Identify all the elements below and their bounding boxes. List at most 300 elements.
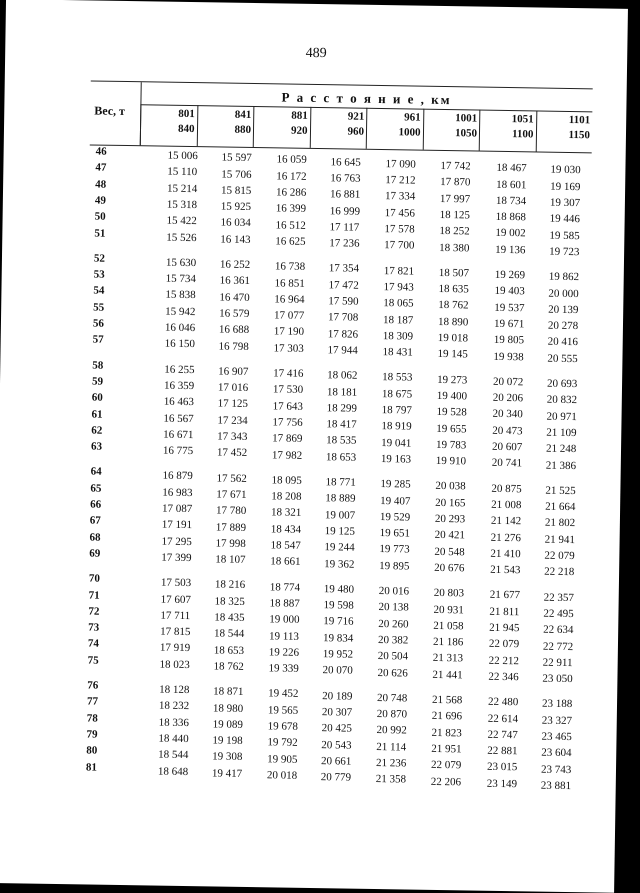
column-header-from: 801 [178,107,195,121]
table-cell: 21 236 [375,757,407,770]
table-cell: 18 440 [158,732,189,745]
table-cell: 21 186 [432,635,464,649]
table-cell: 17 077 [274,309,305,322]
table-cell: 19 407 [380,494,411,508]
table-cell: 17 303 [273,342,304,355]
table-cell: 19 002 [495,227,526,240]
weight-cell: 59 [91,375,104,388]
column-header-to: 960 [347,125,365,138]
weight-cell: 69 [89,547,101,560]
table-cell: 18 232 [158,699,190,713]
table-cell: 23 327 [541,714,573,727]
table-cell: 23 743 [540,763,572,776]
weight-cell: 61 [91,408,103,421]
table-cell: 18 661 [270,555,301,569]
table-cell: 16 359 [163,379,195,393]
table-cell: 20 803 [433,587,465,600]
table-cell: 19 671 [493,317,525,331]
table-cell: 22 614 [487,712,519,725]
table-cell: 23 149 [486,777,518,790]
weight-cell: 55 [93,301,105,314]
table-cell: 17 826 [327,327,359,341]
weight-cell: 56 [92,317,105,330]
column-header-from: 841 [234,108,252,121]
table-cell: 17 780 [215,504,247,518]
table-cell: 15 838 [165,289,196,302]
table-cell: 19 862 [548,270,580,284]
table-cell: 20 425 [321,722,352,735]
table-cell: 17 869 [272,432,303,446]
table-cell: 21 945 [489,621,520,635]
column-header-to: 880 [234,123,252,136]
table-cell: 19 792 [267,736,298,750]
row-header-cell [90,81,142,145]
table-cell: 19 938 [493,350,524,363]
table-cell: 17 870 [440,176,471,189]
table-cell: 20 072 [492,375,524,389]
table-cell: 19 400 [436,389,468,403]
table-cell: 23 465 [541,730,572,744]
table-cell: 22 079 [544,549,575,563]
table-cell: 17 944 [327,344,358,357]
column-header [479,110,536,152]
table-cell: 18 321 [270,506,302,520]
table-cell: 16 399 [275,202,307,216]
table-cell: 19 198 [212,734,243,748]
table-cell: 20 543 [321,738,352,752]
table-cell: 16 851 [274,276,305,290]
table-cell: 16 999 [329,204,361,218]
table-cell: 17 530 [272,383,304,397]
table-cell: 18 762 [213,660,244,673]
table-cell: 20 748 [377,691,408,705]
table-cell: 22 911 [542,656,573,669]
table-cell: 22 881 [487,744,518,758]
table-cell: 15 815 [220,184,252,197]
table-cell: 17 236 [329,237,360,250]
table-cell: 17 117 [329,221,360,234]
table-cell: 19 895 [379,559,410,573]
table-cell: 17 472 [328,278,359,292]
weight-cell: 75 [87,654,99,667]
column-header-to: 1050 [454,127,478,140]
table-cell: 19 041 [381,436,412,450]
table-cell: 19 285 [380,478,411,491]
table-cell: 18 547 [270,539,301,552]
column-header-to: 920 [290,124,308,137]
table-cell: 19 783 [435,438,467,452]
table-cell: 22 495 [543,607,574,620]
table-cell: 19 089 [212,718,244,731]
column-header [253,106,310,148]
table-cell: 22 218 [544,565,575,579]
table-cell: 17 982 [271,448,303,462]
table-cell: 21 248 [545,442,577,456]
table-cell: 16 172 [276,170,307,183]
table-cell: 21 941 [544,533,575,546]
table-cell: 16 470 [219,291,250,304]
table-cell: 19 362 [324,557,355,571]
table-cell: 18 980 [212,701,244,715]
table-cell: 15 734 [165,272,197,286]
table-cell: 19 655 [436,422,467,435]
table-cell: 15 597 [221,151,252,165]
table-cell: 17 700 [384,239,415,252]
table-cell: 21 525 [545,484,576,497]
table-cell: 20 971 [546,410,577,423]
table-cell: 19 136 [495,243,526,256]
table-cell: 17 090 [385,157,416,171]
table-cell: 18 797 [381,404,412,417]
table-cell: 17 708 [327,311,359,324]
weight-cell: 63 [90,440,103,453]
table-cell: 21 109 [546,426,577,440]
table-cell: 18 653 [213,644,245,657]
weight-cell: 53 [93,268,105,281]
table-cell: 19 952 [322,648,354,661]
table-cell: 23 015 [486,761,518,774]
table-cell: 18 336 [158,716,190,729]
table-cell: 18 762 [438,299,469,312]
table-cell: 18 380 [439,241,470,254]
table-cell: 17 503 [160,576,192,590]
table-header [90,80,593,153]
table-cell: 19 308 [212,750,243,764]
table-cell: 19 805 [493,334,525,347]
table-cell: 15 706 [221,168,252,181]
table-cell: 20 875 [491,482,522,495]
table-cell: 20 779 [320,771,352,784]
table-cell: 18 467 [496,162,527,175]
table-cell: 19 244 [324,541,355,554]
table-cell: 20 000 [548,287,579,300]
table-cell: 16 046 [164,321,196,335]
column-header-from: 921 [347,110,365,123]
table-cell: 20 016 [378,585,410,598]
table-cell: 20 293 [434,512,466,526]
table-cell: 16 252 [219,258,251,271]
column-header [309,107,366,149]
table-cell: 18 871 [213,685,244,699]
table-cell: 18 062 [327,369,358,382]
table-cell: 17 125 [217,397,249,411]
table-cell: 19 446 [549,212,580,226]
table-cell: 18 771 [325,476,356,489]
table-cell: 20 548 [434,545,465,558]
table-cell: 18 299 [326,401,357,415]
table-cell: 16 879 [162,470,193,483]
column-header-from: 1051 [511,113,534,126]
table-cell: 19 000 [269,613,300,626]
table-cell: 16 625 [275,235,306,248]
weight-cell: 74 [87,637,100,651]
table-cell: 17 190 [273,325,305,339]
table-cell: 18 653 [325,450,357,464]
table-cell: 19 598 [323,599,354,612]
table-cell: 19 773 [379,543,410,556]
table-cell: 16 881 [329,188,361,201]
table-cell: 17 997 [439,192,471,206]
table-cell: 15 214 [166,182,198,195]
table-cell: 16 143 [220,233,251,246]
table-cell: 18 544 [214,627,245,641]
table-cell: 19 565 [267,704,299,717]
table-cell: 19 651 [379,527,411,540]
table-cell: 17 643 [272,399,304,413]
table-cell: 16 964 [274,293,305,306]
table-cell: 18 553 [382,371,413,384]
table-cell: 20 555 [547,352,578,365]
table-cell: 19 528 [436,406,467,419]
table-cell: 20 307 [321,706,353,719]
table-cell: 17 234 [217,414,248,427]
table-cell: 22 747 [487,728,518,742]
table-cell: 21 058 [433,619,464,633]
table-cell: 18 431 [382,346,413,359]
table-cell: 15 318 [166,198,198,212]
table-cell: 19 269 [494,268,526,282]
table-cell: 19 585 [549,229,580,242]
table-cell: 16 286 [275,186,307,199]
table-cell: 18 095 [271,474,302,487]
table-cell: 18 023 [159,658,190,671]
table-cell: 20 676 [434,561,465,575]
table-cell: 19 834 [322,631,354,645]
table-cell: 21 951 [431,742,462,756]
table-cell: 18 675 [381,387,413,401]
table-cell: 20 607 [491,440,523,454]
weight-cell: 80 [86,744,98,757]
table-cell: 19 678 [267,720,298,733]
table-cell: 18 868 [495,210,527,224]
table-cell: 20 832 [546,393,578,407]
weight-cell: 46 [95,145,107,158]
table-cell: 15 110 [167,165,198,179]
weight-cell: 54 [93,284,105,298]
table-cell: 17 756 [272,416,303,429]
table-cell: 17 452 [216,446,248,460]
weight-cell: 57 [92,333,104,346]
table-cell: 18 065 [383,297,414,310]
table-cell: 17 354 [328,262,360,276]
table-cell: 15 006 [167,149,198,163]
table-cell: 18 125 [439,208,471,222]
table-cell: 19 273 [437,373,468,387]
table-cell: 20 382 [377,633,409,647]
table-cell: 20 139 [548,303,579,316]
table-cell: 16 983 [162,486,193,499]
column-header [535,110,592,152]
table-cell: 17 889 [215,520,247,534]
table-cell: 19 716 [323,615,354,629]
table-cell: 19 417 [211,767,243,780]
table-cell: 16 059 [276,153,307,167]
table-cell: 20 416 [547,336,579,349]
table-cell: 17 711 [160,609,191,622]
table-cell: 16 798 [218,339,249,353]
table-cell: 23 604 [541,746,572,760]
table-cell: 21 008 [491,498,522,512]
table-cell: 18 216 [214,578,246,592]
table-cell: 18 107 [215,553,246,567]
table-cell: 18 325 [214,595,245,608]
table-cell: 17 815 [160,625,191,639]
table-cell: 16 579 [219,307,250,320]
table-cell: 16 150 [164,337,195,351]
table-cell: 18 417 [326,418,357,431]
table-cell: 16 738 [274,260,306,274]
weight-cell: 47 [95,161,107,175]
column-header-to: 1150 [568,128,591,142]
table-cell: 19 905 [267,752,298,766]
table-cell: 20 473 [492,424,523,437]
table-cell: 19 307 [549,196,581,210]
table-cell: 17 191 [161,518,193,532]
table-cell: 16 763 [330,172,361,185]
table-cell: 19 030 [550,164,581,177]
table-cell: 20 070 [322,664,353,677]
weight-cell: 52 [93,252,106,265]
table-cell: 21 802 [544,517,576,530]
table-cell: 18 252 [439,225,470,238]
table-cell: 18 544 [158,748,189,762]
table-cell: 17 742 [440,159,471,173]
weight-cell: 66 [90,498,102,511]
weight-cell: 68 [89,531,101,544]
table-cell: 22 772 [542,640,574,653]
table-cell: 21 386 [545,459,577,472]
table-cell: 20 206 [492,391,524,405]
table-cell: 22 634 [543,623,574,637]
table-cell: 15 630 [165,256,197,269]
table-cell: 17 943 [383,280,414,294]
table-cell: 20 260 [378,617,409,631]
weight-cell: 79 [86,728,98,741]
column-header-from: 881 [291,109,308,122]
weight-cell: 78 [86,712,98,725]
weight-cell: 50 [94,210,106,223]
table-cell: 19 007 [324,508,356,522]
table-cell: 19 723 [549,245,580,259]
table-cell: 18 919 [381,420,412,433]
table-cell: 21 114 [376,740,407,754]
table-cell: 15 925 [220,200,252,214]
weight-cell: 62 [91,424,103,437]
table-cell: 17 416 [273,367,304,380]
table-cell: 20 741 [491,457,523,470]
table-cell: 18 435 [214,611,245,624]
table-cell: 16 645 [330,155,361,169]
table-cell: 21 276 [490,531,521,544]
table-cell: 16 688 [218,323,250,337]
weight-cell: 71 [88,588,100,602]
table-cell: 19 169 [550,180,581,193]
table-cell: 17 919 [159,642,191,655]
table-cell: 20 693 [546,377,578,391]
column-header-to: 1000 [398,126,421,139]
table-cell: 17 562 [216,472,247,485]
row-header-label: Вес, т [94,103,126,118]
group-header: Р а с с т о я н и е , км [281,89,452,108]
table-cell: 16 463 [163,395,195,409]
table-cell: 18 309 [382,329,414,343]
table-cell: 19 403 [494,285,525,298]
weight-cell: 76 [87,679,99,692]
table-cell: 19 113 [268,629,300,643]
table-cell: 15 942 [165,305,196,318]
table-cell: 19 018 [437,331,469,345]
table-cell: 19 339 [268,662,299,675]
weight-cell: 51 [94,227,106,240]
column-header [196,105,253,147]
table-cell: 22 480 [487,695,519,709]
table-cell: 18 887 [269,597,300,610]
table-cell: 20 278 [547,319,579,333]
column-header-from: 1001 [455,112,478,125]
table-cell: 18 208 [271,490,302,503]
table-cell: 17 343 [217,430,248,443]
table-cell: 17 334 [384,190,416,203]
table-cell: 20 931 [433,603,464,616]
column-header [366,108,423,150]
table-cell: 17 087 [161,502,193,516]
table-cell: 20 992 [376,724,407,737]
table-cell: 17 821 [383,264,415,278]
table-cell: 21 358 [375,773,407,786]
table-cell: 19 529 [379,510,411,524]
table-cell: 17 212 [385,174,416,187]
table-cell: 16 567 [163,412,194,425]
table-cell: 18 889 [325,492,356,505]
table-cell: 19 145 [437,348,468,361]
table-cell: 19 452 [268,687,299,701]
table-cell: 23 188 [541,698,573,711]
table-cell: 16 907 [218,365,249,378]
table-cell: 18 181 [326,385,358,399]
table-cell: 15 526 [166,231,197,244]
table-cell: 19 537 [494,301,525,314]
table-cell: 22 206 [430,775,462,788]
weight-cell: 65 [90,482,102,495]
table-cell: 21 441 [432,668,463,682]
table-cell: 17 016 [217,381,249,395]
table-cell: 16 671 [163,428,194,441]
page-number: 489 [305,45,327,62]
table-cell: 20 626 [377,666,408,680]
table-cell: 20 038 [435,480,466,493]
table-cell: 17 295 [161,535,192,548]
table-cell: 17 607 [160,593,191,606]
table-cell: 17 578 [384,223,415,236]
table-cell: 21 696 [431,710,463,723]
table-cell: 22 357 [543,591,575,604]
table-cell: 20 421 [434,529,466,542]
table-cell: 19 480 [323,582,355,596]
table-cell: 16 512 [275,218,306,232]
table-cell: 21 313 [432,652,464,665]
weight-cell: 73 [88,621,100,634]
table-cell: 23 881 [540,779,572,792]
weight-cell: 60 [91,391,103,404]
table-cell: 20 138 [378,601,409,614]
table-cell: 17 671 [216,488,247,501]
weight-cell: 64 [90,465,102,479]
table-cell: 23 050 [542,672,573,686]
table-cell: 21 811 [489,605,520,618]
table-cell: 18 187 [382,313,414,327]
weight-cell: 70 [88,572,101,585]
table-cell: 18 601 [496,178,527,191]
